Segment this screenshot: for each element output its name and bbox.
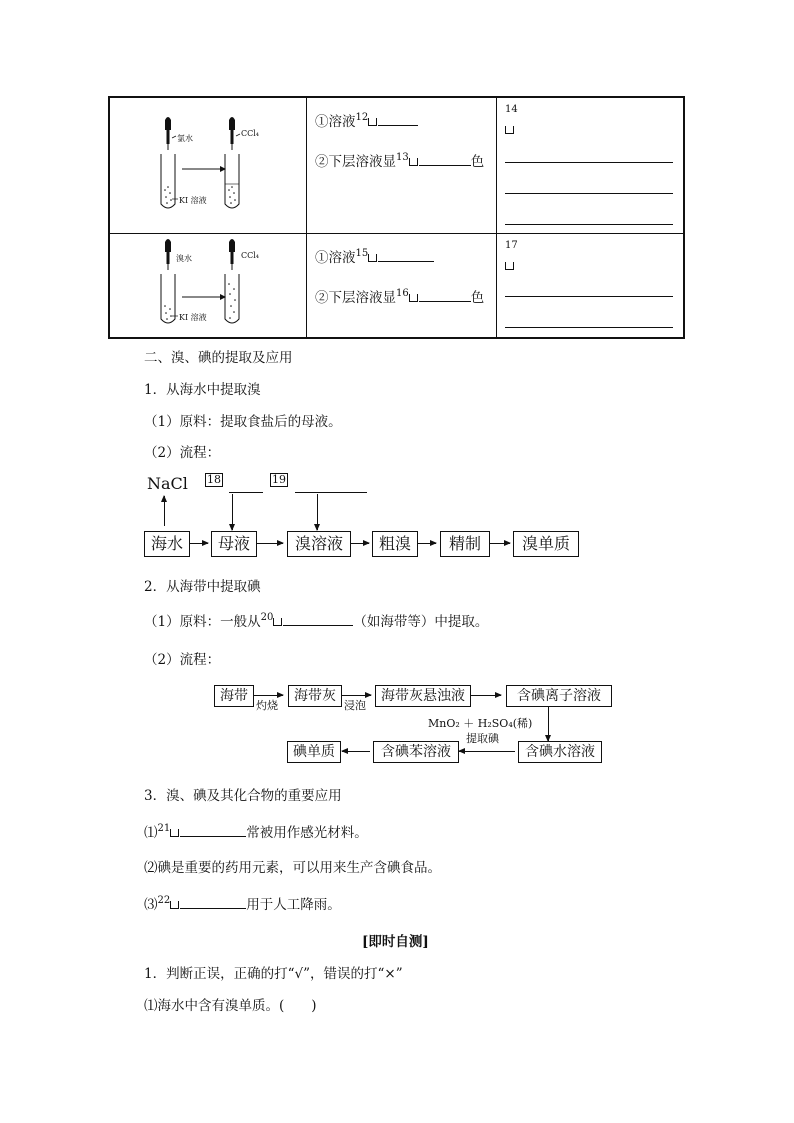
number-19: 19 (272, 473, 286, 486)
test-tube-diagram-2 (110, 234, 306, 339)
process-label: （2）流程： (144, 652, 221, 668)
material-text: （1）原料：提取食盐后的母液。 (144, 414, 342, 430)
reagent-label: MnO₂ ＋ H₂SO₄(稀) (428, 717, 533, 730)
flow-box: 海带灰悬浊液 (375, 685, 471, 707)
question-text: 1．判断正误，正确的打“√”，错误的打“×” (144, 966, 403, 982)
answer-line[interactable] (505, 296, 673, 297)
solution-label: KI 溶液 (179, 312, 207, 322)
fill-blank-16[interactable] (419, 287, 471, 302)
number-18: 18 (207, 473, 221, 486)
fill-blank-18[interactable] (229, 478, 263, 493)
flow-arrow (253, 695, 283, 696)
arrow-down (317, 494, 318, 530)
row2-phenomena-cell (307, 233, 497, 338)
application-item: ⑵碘是重要的药用元素，可以用来生产含碘食品。 (144, 860, 441, 876)
answer-17: 17 (505, 242, 518, 274)
flow-box: 溴单质 (513, 531, 579, 557)
fill-blank-20[interactable] (283, 611, 353, 626)
flow-arrow (471, 695, 501, 696)
flow-arrow (341, 695, 371, 696)
flow-arrow (351, 543, 369, 544)
subsection-heading: 3．溴、碘及其化合物的重要应用 (144, 788, 342, 804)
answer-line[interactable] (505, 224, 673, 225)
fill-blank-19[interactable] (295, 478, 367, 493)
fill-blank-21[interactable] (180, 822, 246, 837)
reagent-label: 氯水 (177, 134, 193, 143)
step-label: 浸泡 (344, 699, 366, 712)
flow-box: 海水 (144, 531, 190, 557)
row1-item2: ②下层溶液显$^{13}$ 色 (315, 152, 485, 170)
flow-arrow (490, 543, 510, 544)
flow-box: 含碘苯溶液 (373, 741, 459, 763)
solution-label: KI 溶液 (179, 196, 207, 205)
flow-box: 碘单质 (287, 741, 341, 763)
fill-blank-15[interactable] (378, 247, 434, 262)
question-item: ⑴海水中含有溴单质。( ) (144, 998, 317, 1014)
solvent-label: CCl₄ (241, 250, 260, 260)
row1-item1: ①溶液$^{12}$ (315, 110, 418, 130)
subsection-heading: 1．从海水中提取溴 (144, 382, 261, 398)
solvent-label: CCl₄ (241, 129, 260, 138)
application-item: ⑶$^{22}$ 用于人工降雨。 (144, 895, 341, 913)
row2-item1: ①溶液$^{15}$ (315, 246, 434, 266)
flow-box: 粗溴 (372, 531, 418, 557)
experiment-table (108, 96, 685, 339)
fill-blank-12[interactable] (378, 111, 418, 126)
flow-box: 精制 (440, 531, 490, 557)
row1-diagram-cell (109, 97, 307, 233)
row2-diagram-cell (109, 233, 307, 338)
flow-box: 海带灰 (288, 685, 342, 707)
subsection-heading: 2．从海带中提取碘 (144, 579, 261, 595)
answer-14: 14 (505, 106, 518, 138)
flow-arrow (190, 543, 208, 544)
flow-arrow (257, 543, 283, 544)
flow-box: 海带 (214, 685, 254, 707)
step-label: 提取碘 (466, 732, 499, 745)
material-text: （1）原料：一般从$^{20}$ （如海带等）中提取。 (144, 612, 489, 630)
flow-box: 含碘离子溶液 (506, 685, 612, 707)
arrow-down (548, 707, 549, 741)
fill-blank-22[interactable] (180, 894, 246, 909)
flow-box: 溴溶液 (287, 531, 351, 557)
section-heading: 二、溴、碘的提取及应用 (144, 350, 293, 366)
step-label: 灼烧 (256, 699, 278, 712)
arrow-down (232, 494, 233, 530)
flow-arrow (342, 751, 370, 752)
nacl-label: NaCl (147, 474, 188, 493)
process-label: （2）流程： (144, 445, 221, 461)
reagent-label: 溴水 (176, 253, 192, 263)
arrow-up (164, 496, 165, 526)
row2-equation-cell (497, 233, 685, 338)
flow-box: 含碘水溶液 (518, 741, 602, 763)
row2-item2: ②下层溶液显$^{16}$ 色 (315, 287, 485, 306)
flow-box: 母液 (211, 531, 257, 557)
flow-arrow (459, 751, 515, 752)
fill-blank-13[interactable] (419, 151, 471, 166)
answer-line[interactable] (505, 162, 673, 163)
answer-line[interactable] (505, 327, 673, 328)
quiz-heading: [即时自测] (362, 934, 429, 950)
test-tube-diagram-1 (110, 98, 306, 234)
row1-phenomena-cell (307, 97, 497, 233)
flow-arrow (418, 543, 436, 544)
application-item: ⑴$^{21}$ 常被用作感光材料。 (144, 823, 368, 841)
answer-line[interactable] (505, 193, 673, 194)
row1-equation-cell (497, 97, 685, 233)
